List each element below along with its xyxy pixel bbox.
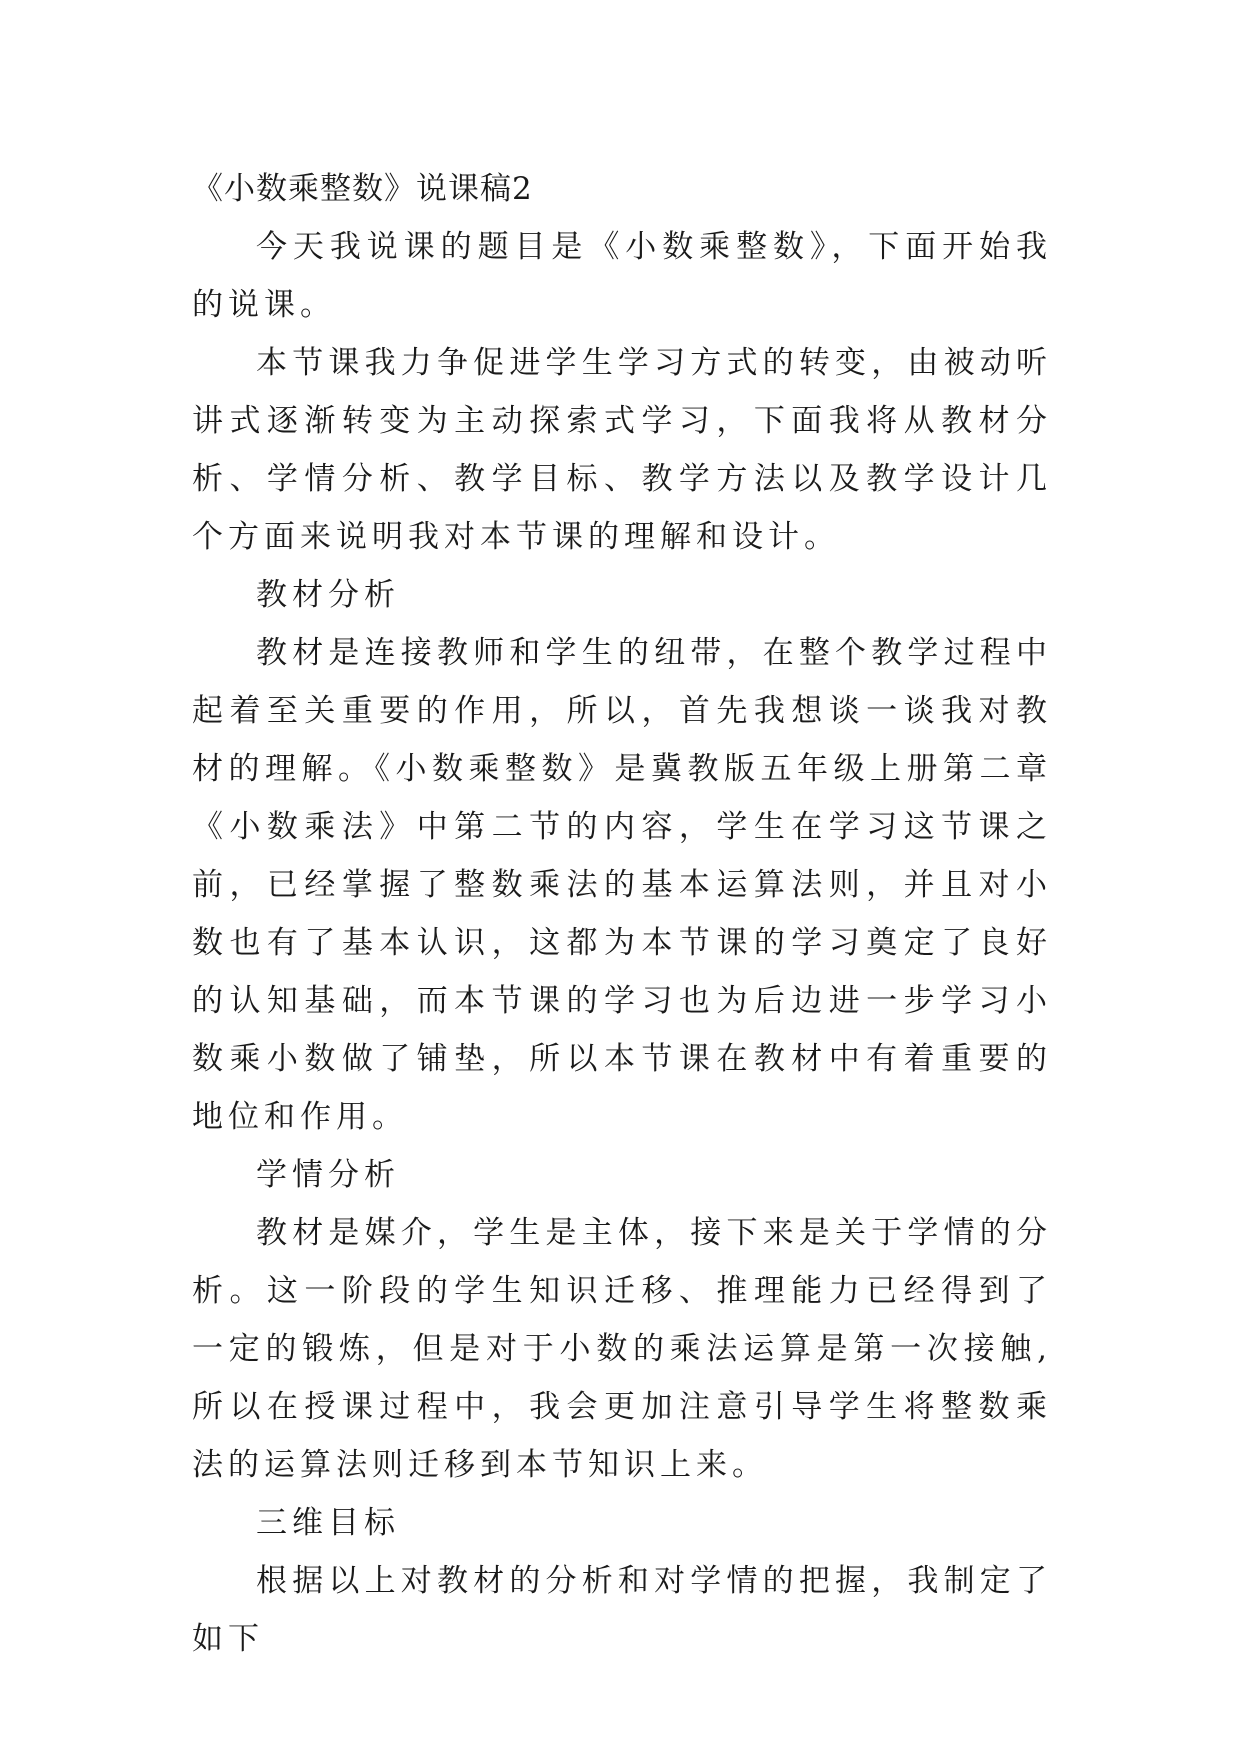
paragraph-student-analysis: 教材是媒介，学生是主体，接下来是关于学情的分析。这一阶段的学生知识迁移、推理能力已经得到了一定的锻炼，但是对于小数的乘法运算是第一次接触,所以在授课过程中，我会更加注意引导学生将整数乘法的运算法则迁移到本节知识上来。 [192, 1215, 1052, 1483]
section-heading-three-dimensional-goals: 三维目标 [256, 1505, 400, 1541]
paragraph-intro: 今天我说课的题目是《小数乘整数》，下面开始我的说课。 [192, 229, 1052, 323]
document-title: 《小数乘整数》说课稿2 [192, 171, 533, 207]
section-heading-textbook-analysis: 教材分析 [256, 577, 400, 613]
section-heading-student-analysis: 学情分析 [256, 1157, 400, 1193]
document-body [192, 160, 1052, 1668]
paragraph-goals: 根据以上对教材的分析和对学情的把握，我制定了如下 [192, 1563, 1052, 1657]
paragraph-textbook-analysis: 教材是连接教师和学生的纽带，在整个教学过程中起着至关重要的作用，所以，首先我想谈一谈我对教材的理解。《小数乘整数》是冀教版五年级上册第二章《小数乘法》中第二节的内容，学生在学习这节课之前，已经掌握了整数乘法的基本运算法则，并且对小数也有了基本认识，这都为本节课的学习奠定了良好的认知基础，而本节课的学习也为后边进一步学习小数乘小数做了铺垫，所以本节课在教材中有着重要的地位和作用。 [192, 635, 1052, 1135]
paragraph-overview: 本节课我力争促进学生学习方式的转变，由被动听讲式逐渐转变为主动探索式学习，下面我将从教材分析、学情分析、教学目标、教学方法以及教学设计几个方面来说明我对本节课的理解和设计。 [192, 345, 1052, 555]
